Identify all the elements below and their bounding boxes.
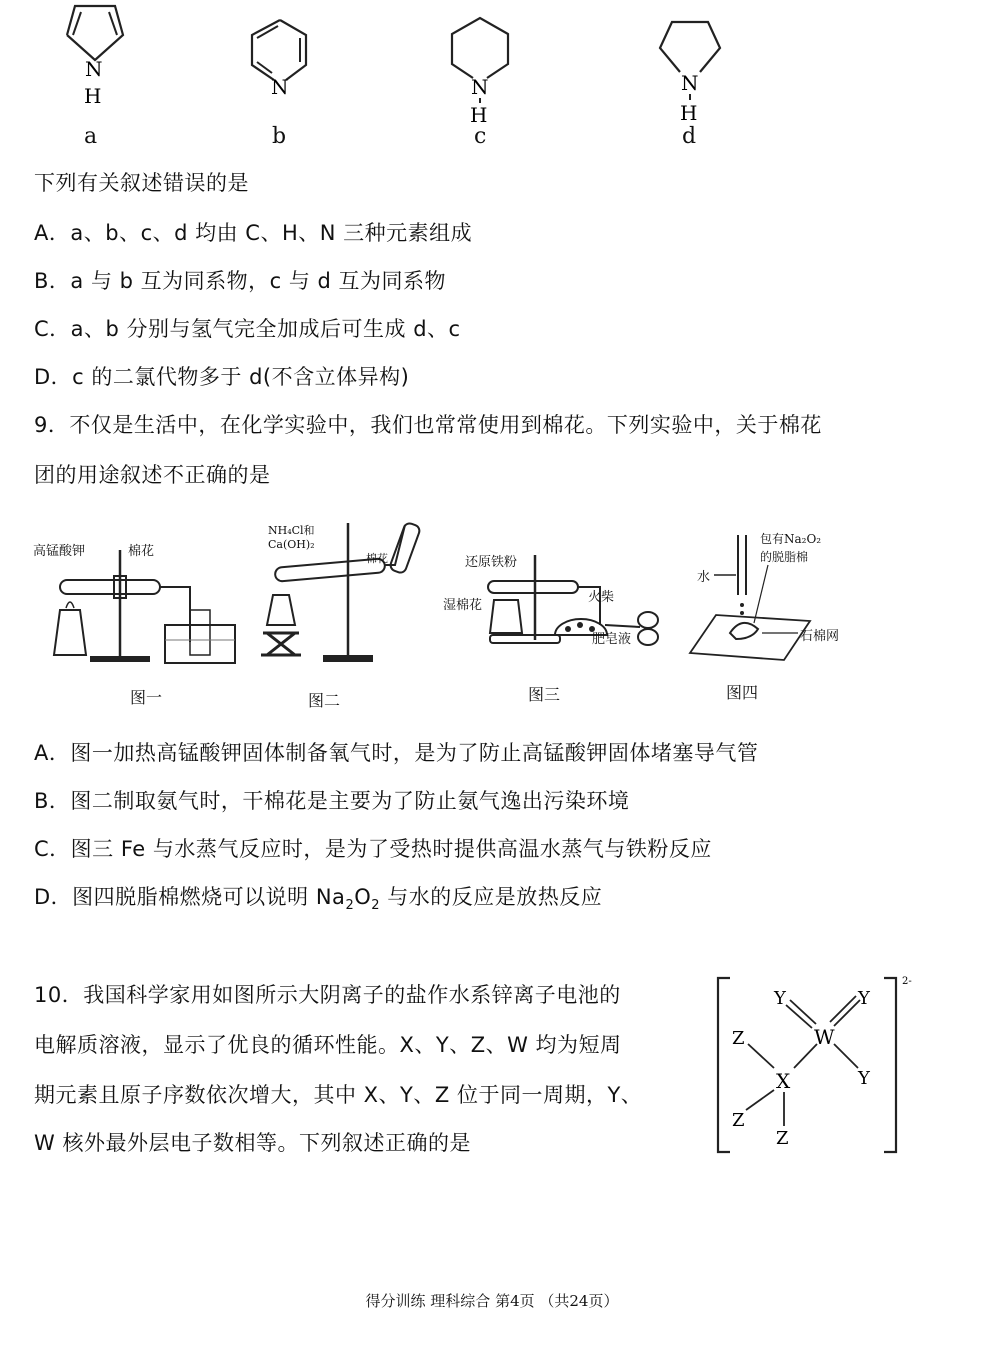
molecule-b-structure bbox=[240, 10, 320, 105]
page-footer: 得分训练 理科综合 第4页 （共24页） bbox=[365, 1292, 619, 1310]
figure-2-label-reagent2: Ca(OH)₂ bbox=[268, 538, 315, 551]
q9-option-d-sub2: 2 bbox=[371, 898, 381, 914]
q10-line3: 期元素且原子序数依次增大，其中 X、Y、Z 位于同一周期，Y、 bbox=[34, 1083, 643, 1107]
molecule-a-h: H bbox=[84, 84, 102, 108]
q8-option-d: D．c 的二氯代物多于 d(不含立体异构) bbox=[34, 365, 410, 389]
q9-option-d bbox=[34, 882, 602, 921]
figure-4-label-cotton: 的脱脂棉 bbox=[760, 550, 809, 564]
q10-line4: W 核外最外层电子数相等。下列叙述正确的是 bbox=[34, 1131, 471, 1155]
molecule-d-label: d bbox=[682, 124, 697, 149]
q8-stem: 下列有关叙述错误的是 bbox=[34, 171, 249, 195]
figure-2-label-reagent1: NH₄Cl和 bbox=[268, 524, 315, 537]
molecule-c-n: N bbox=[471, 75, 489, 99]
figure-3-label-soap: 肥皂液 bbox=[592, 632, 632, 647]
figure-3-label-match: 火柴 bbox=[588, 590, 615, 605]
q8-option-b: B．a 与 b 互为同系物，c 与 d 互为同系物 bbox=[34, 269, 447, 293]
figure-4-label-asbestos: 石棉网 bbox=[800, 629, 840, 644]
q9-option-d-mid: O bbox=[354, 885, 372, 909]
molecule-c-label: c bbox=[474, 124, 487, 149]
figure-1-caption: 图一 bbox=[130, 688, 163, 707]
molecule-d-structure bbox=[650, 10, 740, 130]
anion-atom-y2: Y bbox=[858, 988, 870, 1009]
q8-option-a: A．a、b、c、d 均由 C、H、N 三种元素组成 bbox=[34, 221, 473, 245]
q8-option-c: C．a、b 分别与氢气完全加成后可生成 d、c bbox=[34, 317, 461, 341]
molecule-d-n: N bbox=[681, 71, 699, 95]
q9-option-d-suffix: 与水的反应是放热反应 bbox=[380, 885, 603, 909]
molecule-b-label: b bbox=[272, 124, 287, 149]
figure-4-label-na2o2: 包有Na₂O₂ bbox=[760, 532, 822, 546]
figure-3-label-wet-cotton: 湿棉花 bbox=[443, 598, 483, 613]
molecule-c-h: H bbox=[470, 103, 488, 126]
q9-option-b: B．图二制取氨气时，干棉花是主要为了防止氨气逸出污染环境 bbox=[34, 789, 630, 813]
figure-1-label-kmno4: 高锰酸钾 bbox=[33, 544, 86, 559]
molecule-c-structure bbox=[440, 6, 530, 126]
anion-atom-z1: Z bbox=[732, 1028, 745, 1049]
q9-option-a: A．图一加热高锰酸钾固体制备氧气时，是为了防止高锰酸钾固体堵塞导气管 bbox=[34, 741, 759, 765]
anion-atom-y1: Y bbox=[774, 988, 786, 1009]
q10-line1: 10．我国科学家用如图所示大阴离子的盐作水系锌离子电池的 bbox=[34, 983, 621, 1007]
anion-structure bbox=[712, 970, 932, 1160]
figure-4-caption: 图四 bbox=[726, 683, 759, 702]
figure-3-label-iron: 还原铁粉 bbox=[465, 555, 518, 570]
molecule-a-label: a bbox=[84, 124, 98, 149]
q9-stem-line1: 9．不仅是生活中，在化学实验中，我们也常常使用到棉花。下列实验中，关于棉花 bbox=[34, 413, 822, 437]
q9-stem-line2: 团的用途叙述不正确的是 bbox=[34, 463, 271, 487]
anion-atom-x: X bbox=[776, 1069, 791, 1093]
figure-1-label-cotton: 棉花 bbox=[128, 544, 155, 559]
figure-3-caption: 图三 bbox=[528, 685, 561, 704]
figure-4-label-water: 水 bbox=[697, 570, 711, 585]
anion-atom-w: W bbox=[814, 1025, 835, 1049]
anion-atom-y3: Y bbox=[858, 1068, 870, 1089]
anion-atom-z2: Z bbox=[732, 1110, 745, 1131]
molecule-d-h: H bbox=[680, 101, 698, 125]
anion-atom-z3: Z bbox=[776, 1128, 789, 1149]
molecule-a-structure bbox=[55, 0, 145, 110]
anion-charge: 2- bbox=[902, 976, 912, 987]
q9-option-d-sub1: 2 bbox=[345, 898, 355, 914]
molecule-b-n: N bbox=[271, 75, 289, 99]
molecule-a-n: N bbox=[85, 57, 103, 81]
q9-option-d-prefix: D．图四脱脂棉燃烧可以说明 Na bbox=[34, 885, 346, 909]
q9-option-c: C．图三 Fe 与水蒸气反应时，是为了受热时提供高温水蒸气与铁粉反应 bbox=[34, 837, 712, 861]
figure-2-caption: 图二 bbox=[308, 691, 341, 710]
q10-line2: 电解质溶液，显示了优良的循环性能。X、Y、Z、W 均为短周 bbox=[34, 1033, 622, 1057]
figure-2-label-cotton: 棉花 bbox=[366, 552, 388, 565]
